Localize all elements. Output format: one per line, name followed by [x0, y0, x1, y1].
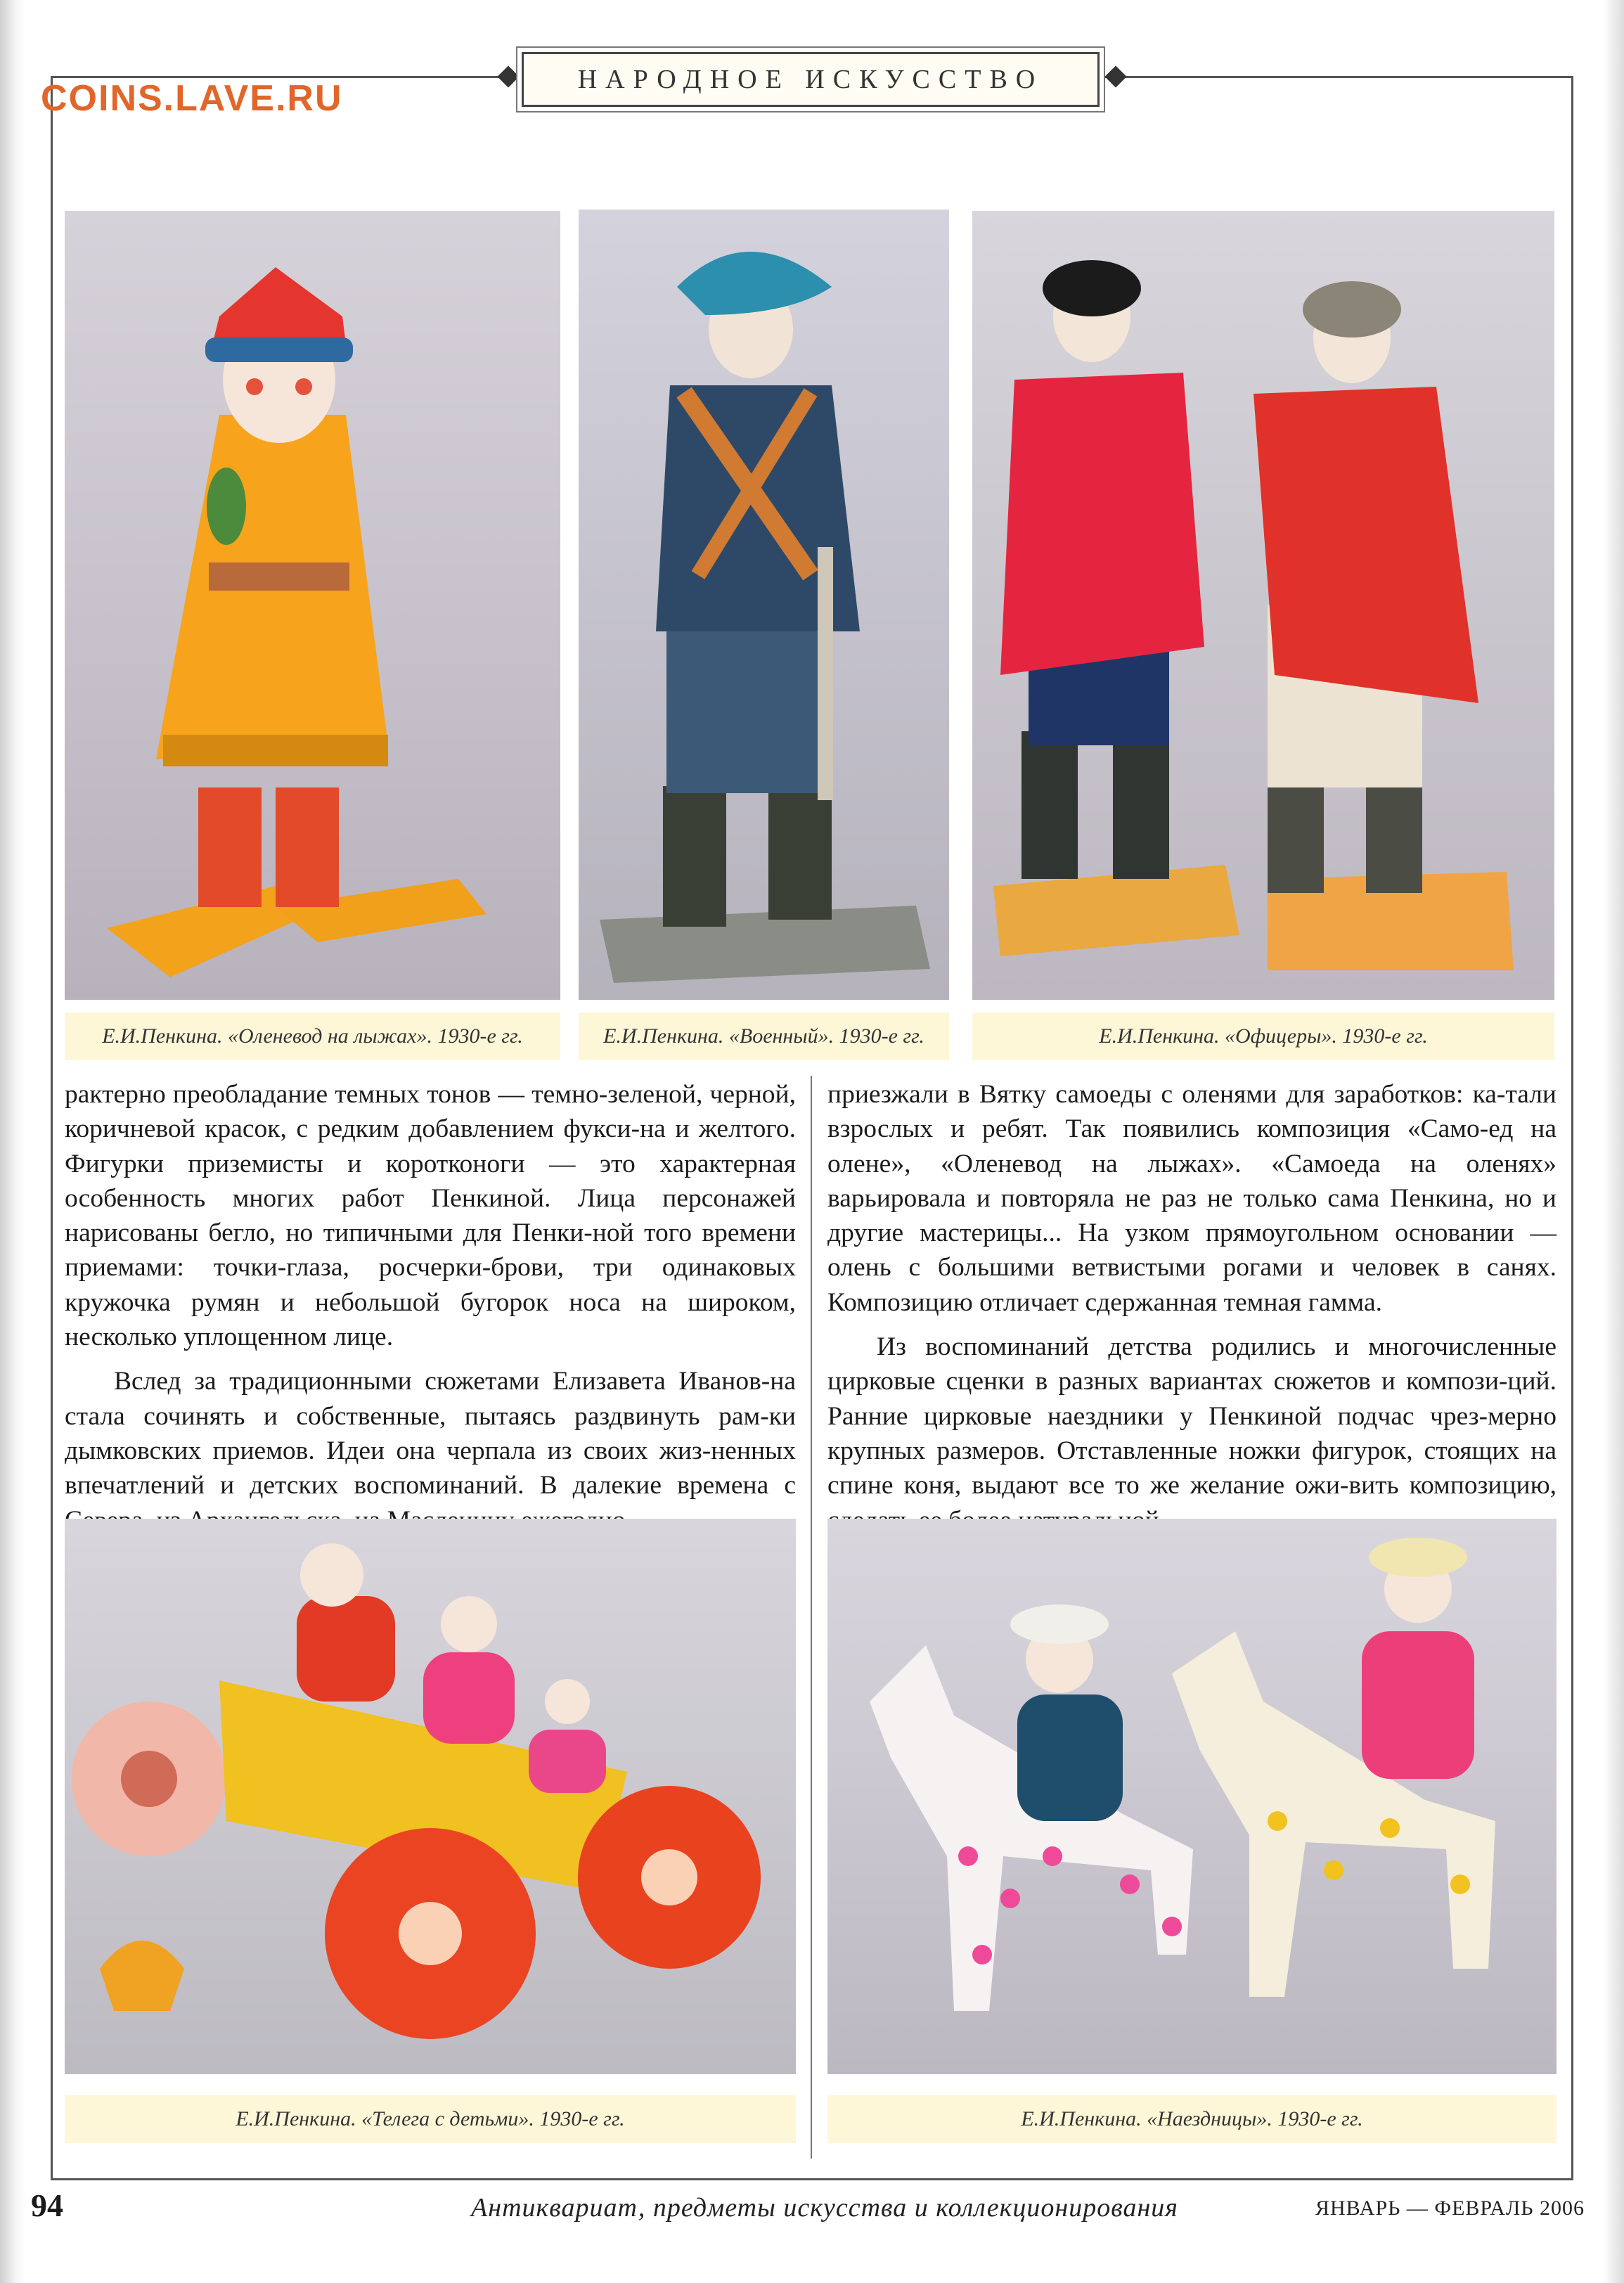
frame-bottom-rule: [51, 2178, 1573, 2180]
photo-cart-with-children: [65, 1519, 796, 2074]
caption-reindeer-herder: Е.И.Пенкина. «Оленевод на лыжах». 1930-е гг.: [65, 1012, 560, 1060]
frame-left-rule: [51, 76, 53, 2178]
page-number: 94: [31, 2187, 63, 2223]
watermark: COINS.LAVE.RU: [41, 78, 343, 119]
photo-reindeer-herder: [65, 211, 560, 1000]
article-paragraph: Из воспоминаний детства родились и многочисленные цирковые сценки в разных вариантах сюжетов и компози-ций. Ранние цирковые наездники у Пенкиной подчас чрез-мерно крупных размеров. Отставленные ножки фигурок, стоящих на спине коня, выдают все то же желание ожи-вить композицию,: [827, 1332, 1557, 1500]
page-binding-shadow: [0, 0, 25, 2283]
caption-soldier: Е.И.Пенкина. «Военный». 1930-е гг.: [579, 1012, 949, 1060]
article-paragraph: Вслед за традиционными сюжетами Елизавета Иванов-на стала сочинять и собственные, пытаясь раздвинуть рам-ки дымковских приемов. Идеи она черпала из своих жиз-ненных впечатлений и детских воспоминаний. В далекие времена с: [65, 1367, 796, 1500]
article-paragraph: приезжали в Вятку самоеды с оленями для заработков: ка-тали взрослых и ребят. Так появились композиция «Само-ед на олене», «Оленевод на лыжах». «Самоеда на оленях» варьировала и повторяла не раз не только сама Пенкина, но и другие мастерицы... На узком прямоугольном основании — олень с большими ветвистыми рогами и человек в санях. Композицию отличает сдержанная темная гамма.: [827, 1080, 1557, 1317]
magazine-title: Антиквариат, предметы искусства и коллекционирования: [471, 2193, 1178, 2223]
caption-cart-with-children: Е.И.Пенкина. «Телега с детьми». 1930-е гг.: [65, 2095, 796, 2143]
photo-soldier: [579, 210, 949, 1000]
frame-right-rule: [1571, 76, 1573, 2178]
caption-officers: Е.И.Пенкина. «Офицеры». 1930-е гг.: [972, 1012, 1554, 1060]
article-column-left-upper: [65, 1077, 796, 1538]
page-edge-shadow: [1603, 0, 1624, 2283]
article-column-right-upper: [827, 1077, 1557, 1538]
article-paragraph: рактерно преобладание темных тонов — темно-зеленой, черной, коричневой красок, с редким добавлением фукси-на и желтого. Фигурки приземисты и коротконоги — это характерная особенность многих работ Пенкиной. Лица персонажей нарисованы бегло, но типичными для Пенки-ной того времени приемами: точки-глаза, росчерки-брови, три одинаковых кружочка румян и небольшой бугорок носа на широком, несколько уплощенном лице.: [65, 1080, 796, 1352]
issue-date: ЯНВАРЬ — ФЕВРАЛЬ 2006: [1315, 2197, 1585, 2220]
photo-female-riders: [827, 1519, 1557, 2074]
photo-officers: [972, 211, 1554, 1000]
section-title: НАРОДНОЕ ИСКУССТВО: [522, 52, 1100, 107]
column-divider: [811, 1076, 812, 2159]
header-ornament-left: [497, 65, 519, 87]
caption-female-riders: Е.И.Пенкина. «Наездницы». 1930-е гг.: [827, 2095, 1557, 2143]
header-ornament-right: [1104, 65, 1126, 87]
